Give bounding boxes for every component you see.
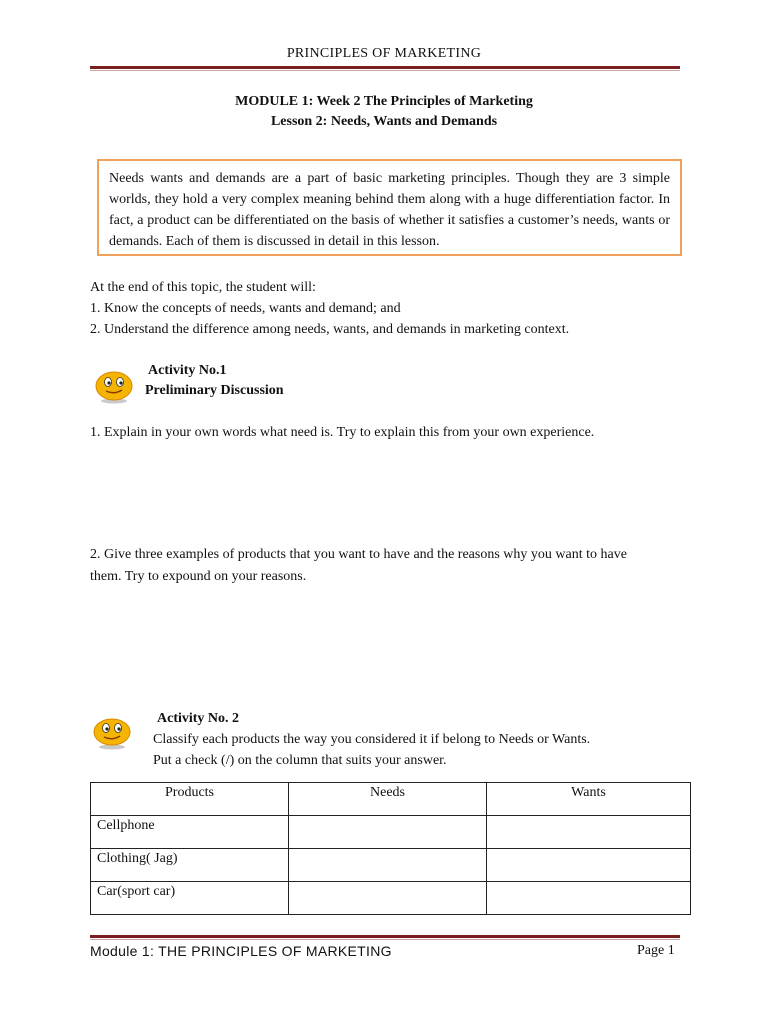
activity2-title: Activity No. 2	[157, 711, 240, 726]
activity1-question-2-line2: them. Try to expound on your reasons.	[90, 569, 307, 584]
classification-table	[90, 782, 691, 915]
column-header-products: Products	[91, 783, 289, 816]
wants-cell[interactable]	[487, 849, 691, 882]
wants-cell[interactable]	[487, 882, 691, 915]
table-row	[91, 882, 691, 915]
footer-module-label: Module 1: THE PRINCIPLES OF MARKETING	[90, 943, 392, 959]
activity1-question-1: 1. Explain in your own words what need is. Try to explain this from your own experience.	[90, 425, 595, 440]
module-title: MODULE 1: Week 2 The Principles of Marketing	[235, 94, 533, 109]
column-header-wants: Wants	[487, 783, 691, 816]
activity2-instruction-1: Classify each products the way you considered it if belong to Needs or Wants.	[153, 732, 591, 747]
lesson-title: Lesson 2: Needs, Wants and Demands	[270, 114, 498, 129]
footer-rule	[90, 935, 680, 938]
activity2-instruction-2: Put a check (/) on the column that suits your answer.	[153, 753, 447, 768]
product-cell: Clothing( Jag)	[91, 849, 289, 882]
activity1-subtitle: Preliminary Discussion	[145, 383, 284, 398]
table-row	[91, 816, 691, 849]
page-number: Page 1	[637, 943, 675, 958]
activity1-question-2-line1: 2. Give three examples of products that you want to have and the reasons why you want to have	[90, 547, 627, 562]
column-header-needs: Needs	[289, 783, 487, 816]
header-rule	[90, 66, 680, 69]
wants-cell[interactable]	[487, 816, 691, 849]
table-header-row	[91, 783, 691, 816]
product-cell: Cellphone	[91, 816, 289, 849]
page-header-title: PRINCIPLES OF MARKETING	[286, 46, 482, 61]
smiley-face-icon	[92, 716, 132, 750]
smiley-face-icon	[94, 370, 134, 404]
activity1-title: Activity No.1	[148, 363, 227, 378]
needs-cell[interactable]	[289, 816, 487, 849]
objective-item-2: 2. Understand the difference among needs, wants, and demands in marketing context.	[90, 322, 570, 337]
table-row	[91, 849, 691, 882]
objectives-lead: At the end of this topic, the student will:	[90, 280, 316, 295]
header-rule-thin	[90, 70, 680, 71]
intro-text: Needs wants and demands are a part of basic marketing principles. Though they are 3 simple worlds, they hold a very complex meaning behind them along with a huge differentiation factor. In fact, a product can be differentiated on the basis of whether it satisfies a customer’s needs, wants or demands. Each of them is discussed in detail in this lesson.	[109, 171, 670, 249]
needs-cell[interactable]	[289, 882, 487, 915]
product-cell: Car(sport car)	[91, 882, 289, 915]
objective-item-1: 1. Know the concepts of needs, wants and demand; and	[90, 301, 401, 316]
footer-rule-thin	[90, 939, 680, 940]
intro-box	[97, 159, 682, 256]
needs-cell[interactable]	[289, 849, 487, 882]
